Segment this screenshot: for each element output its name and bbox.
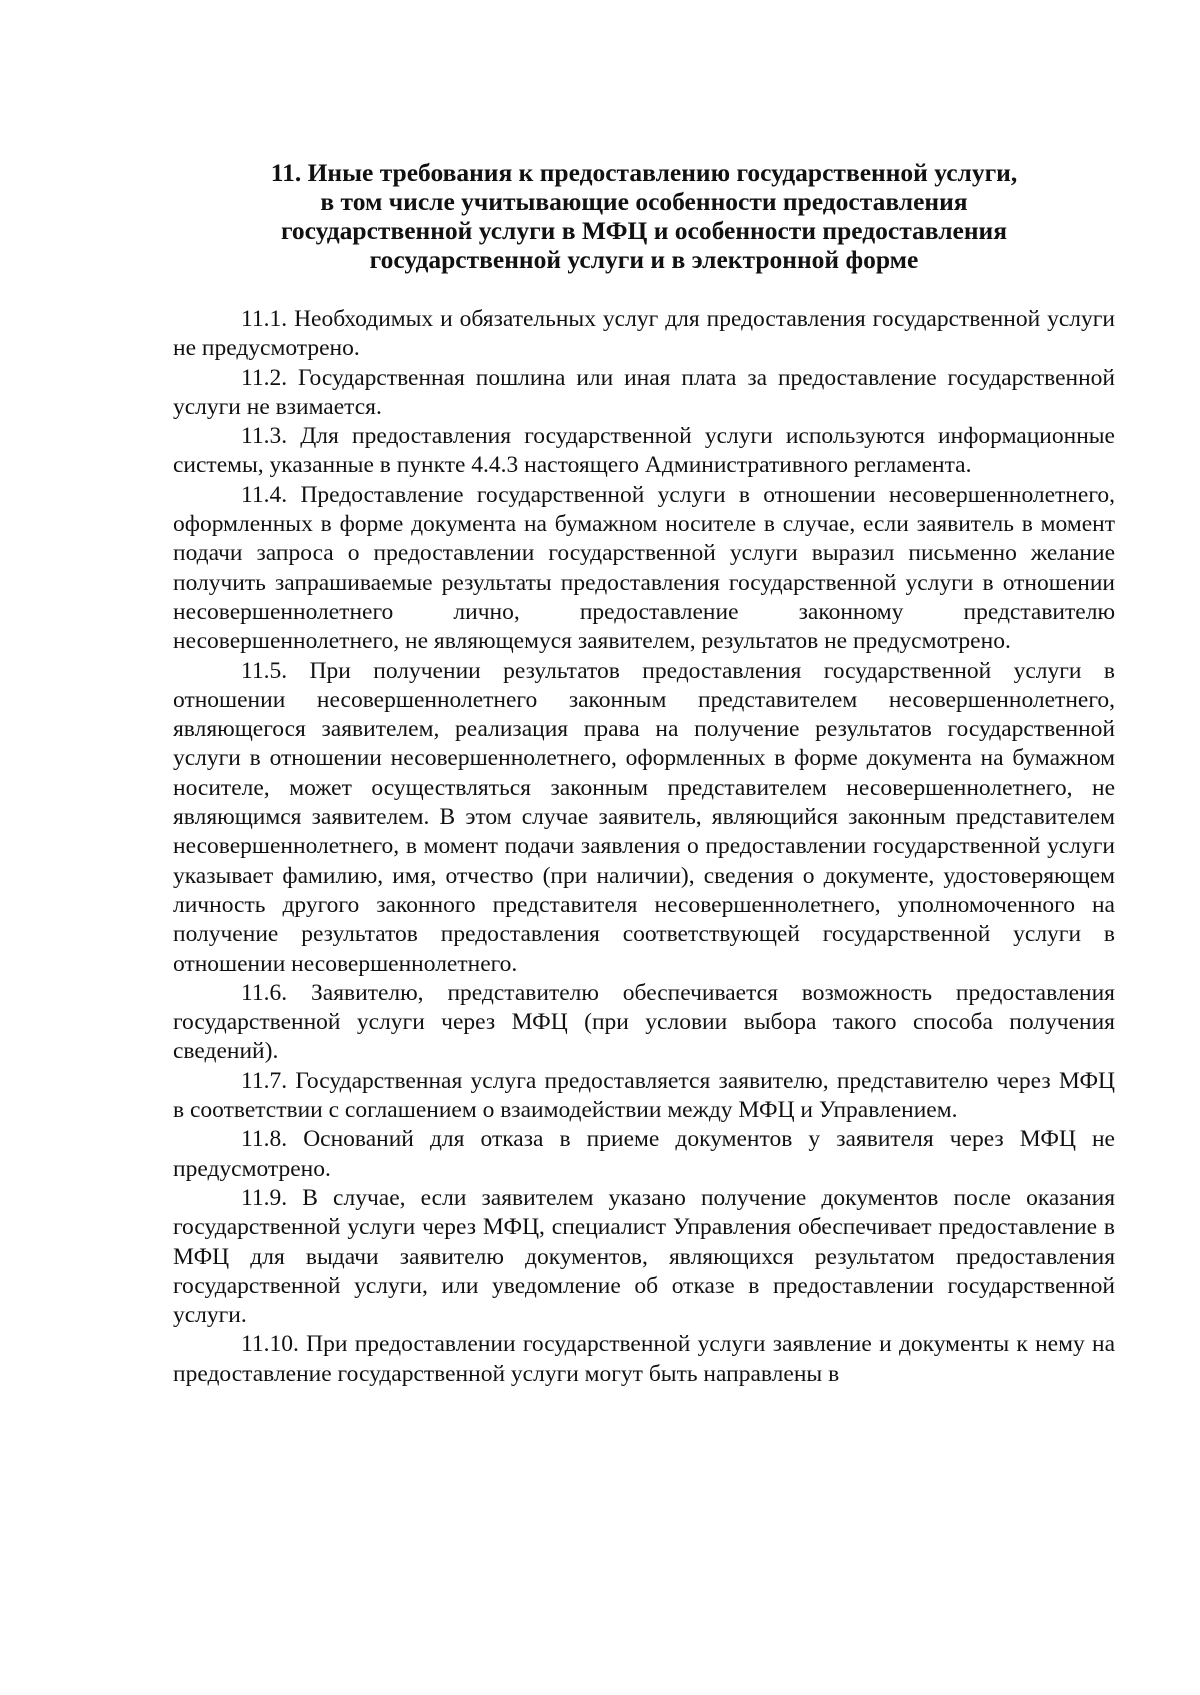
heading-line: 11. Иные требования к предоставлению государственной услуги, xyxy=(270,158,1018,187)
paragraph-11-3: 11.3. Для предоставления государственной услуги используются информационные системы, указанные в пункте 4.4.3 настоящего Административного регламента. xyxy=(173,423,1115,479)
paragraph-11-1: 11.1. Необходимых и обязательных услуг для предоставления государственной услуги не предусмотрено. xyxy=(173,306,1115,362)
heading-line: в том числе учитывающие особенности предоставления xyxy=(320,187,968,216)
paragraph-11-4: 11.4. Предоставление государственной услуги в отношении несовершеннолетнего, оформленных в форме документа на бумажном носителе в случае, если заявитель в момент подачи запроса о предоставлении государственной услуги выразил письменно желание получить запрашиваемые результаты предоставления государственной услуги в отношении несовершеннолетнего лично, предоставление законному представителю несовершеннолетнего, не являющемуся заявителем, результатов не предусмотрено. xyxy=(173,481,1115,655)
document-page xyxy=(173,158,1115,1389)
heading-line: государственной услуги в МФЦ и особенности предоставления xyxy=(280,216,1008,245)
paragraph-11-10: 11.10. При предоставлении государственной услуги заявление и документы к нему на предоставление государственной услуги могут быть направлены в xyxy=(173,1331,1115,1387)
section-heading xyxy=(173,158,1115,274)
paragraph-11-2: 11.2. Государственная пошлина или иная плата за предоставление государственной услуги не взимается. xyxy=(173,364,1115,420)
heading-line: государственной услуги и в электронной форме xyxy=(369,245,919,274)
paragraph-11-6: 11.6. Заявителю, представителю обеспечивается возможность предоставления государственной услуги через МФЦ (при условии выбора такого способа получения сведений). xyxy=(173,979,1115,1065)
paragraph-11-9: 11.9. В случае, если заявителем указано получение документов после оказания государственной услуги через МФЦ, специалист Управления обеспечивает предоставление в МФЦ для выдачи заявителю документов, являющихся результатом предоставления государственной услуги, или уведомление об отказе в предоставлении государственной услуги. xyxy=(173,1184,1115,1329)
paragraph-11-7: 11.7. Государственная услуга предоставляется заявителю, представителю через МФЦ в соответствии с соглашением о взаимодействии между МФЦ и Управлением. xyxy=(173,1067,1115,1124)
paragraph-11-5: 11.5. При получении результатов предоставления государственной услуги в отношении несовершеннолетнего законным представителем несовершеннолетнего, являющегося заявителем, реализация права на получение результатов государственной услуги в отношении несовершеннолетнего, оформленных в форме документа на бумажном носителе, может осуществляться законным представителем несовершеннолетнего, не являющимся заявителем. В этом случае заявитель, являющийся законным представителем несовершеннолетнего, в момент подачи заявления о предоставлении государственной услуги указывает фамилию, имя, отчество (при наличии), сведения о документе, удостоверяющем личность другого законного представителя несовершеннолетнего, уполномоченного на получение результатов предоставления соответствующей государственной услуги в отношении несовершеннолетнего. xyxy=(173,657,1115,977)
paragraph-11-8: 11.8. Оснований для отказа в приеме документов у заявителя через МФЦ не предусмотрено. xyxy=(173,1126,1115,1182)
